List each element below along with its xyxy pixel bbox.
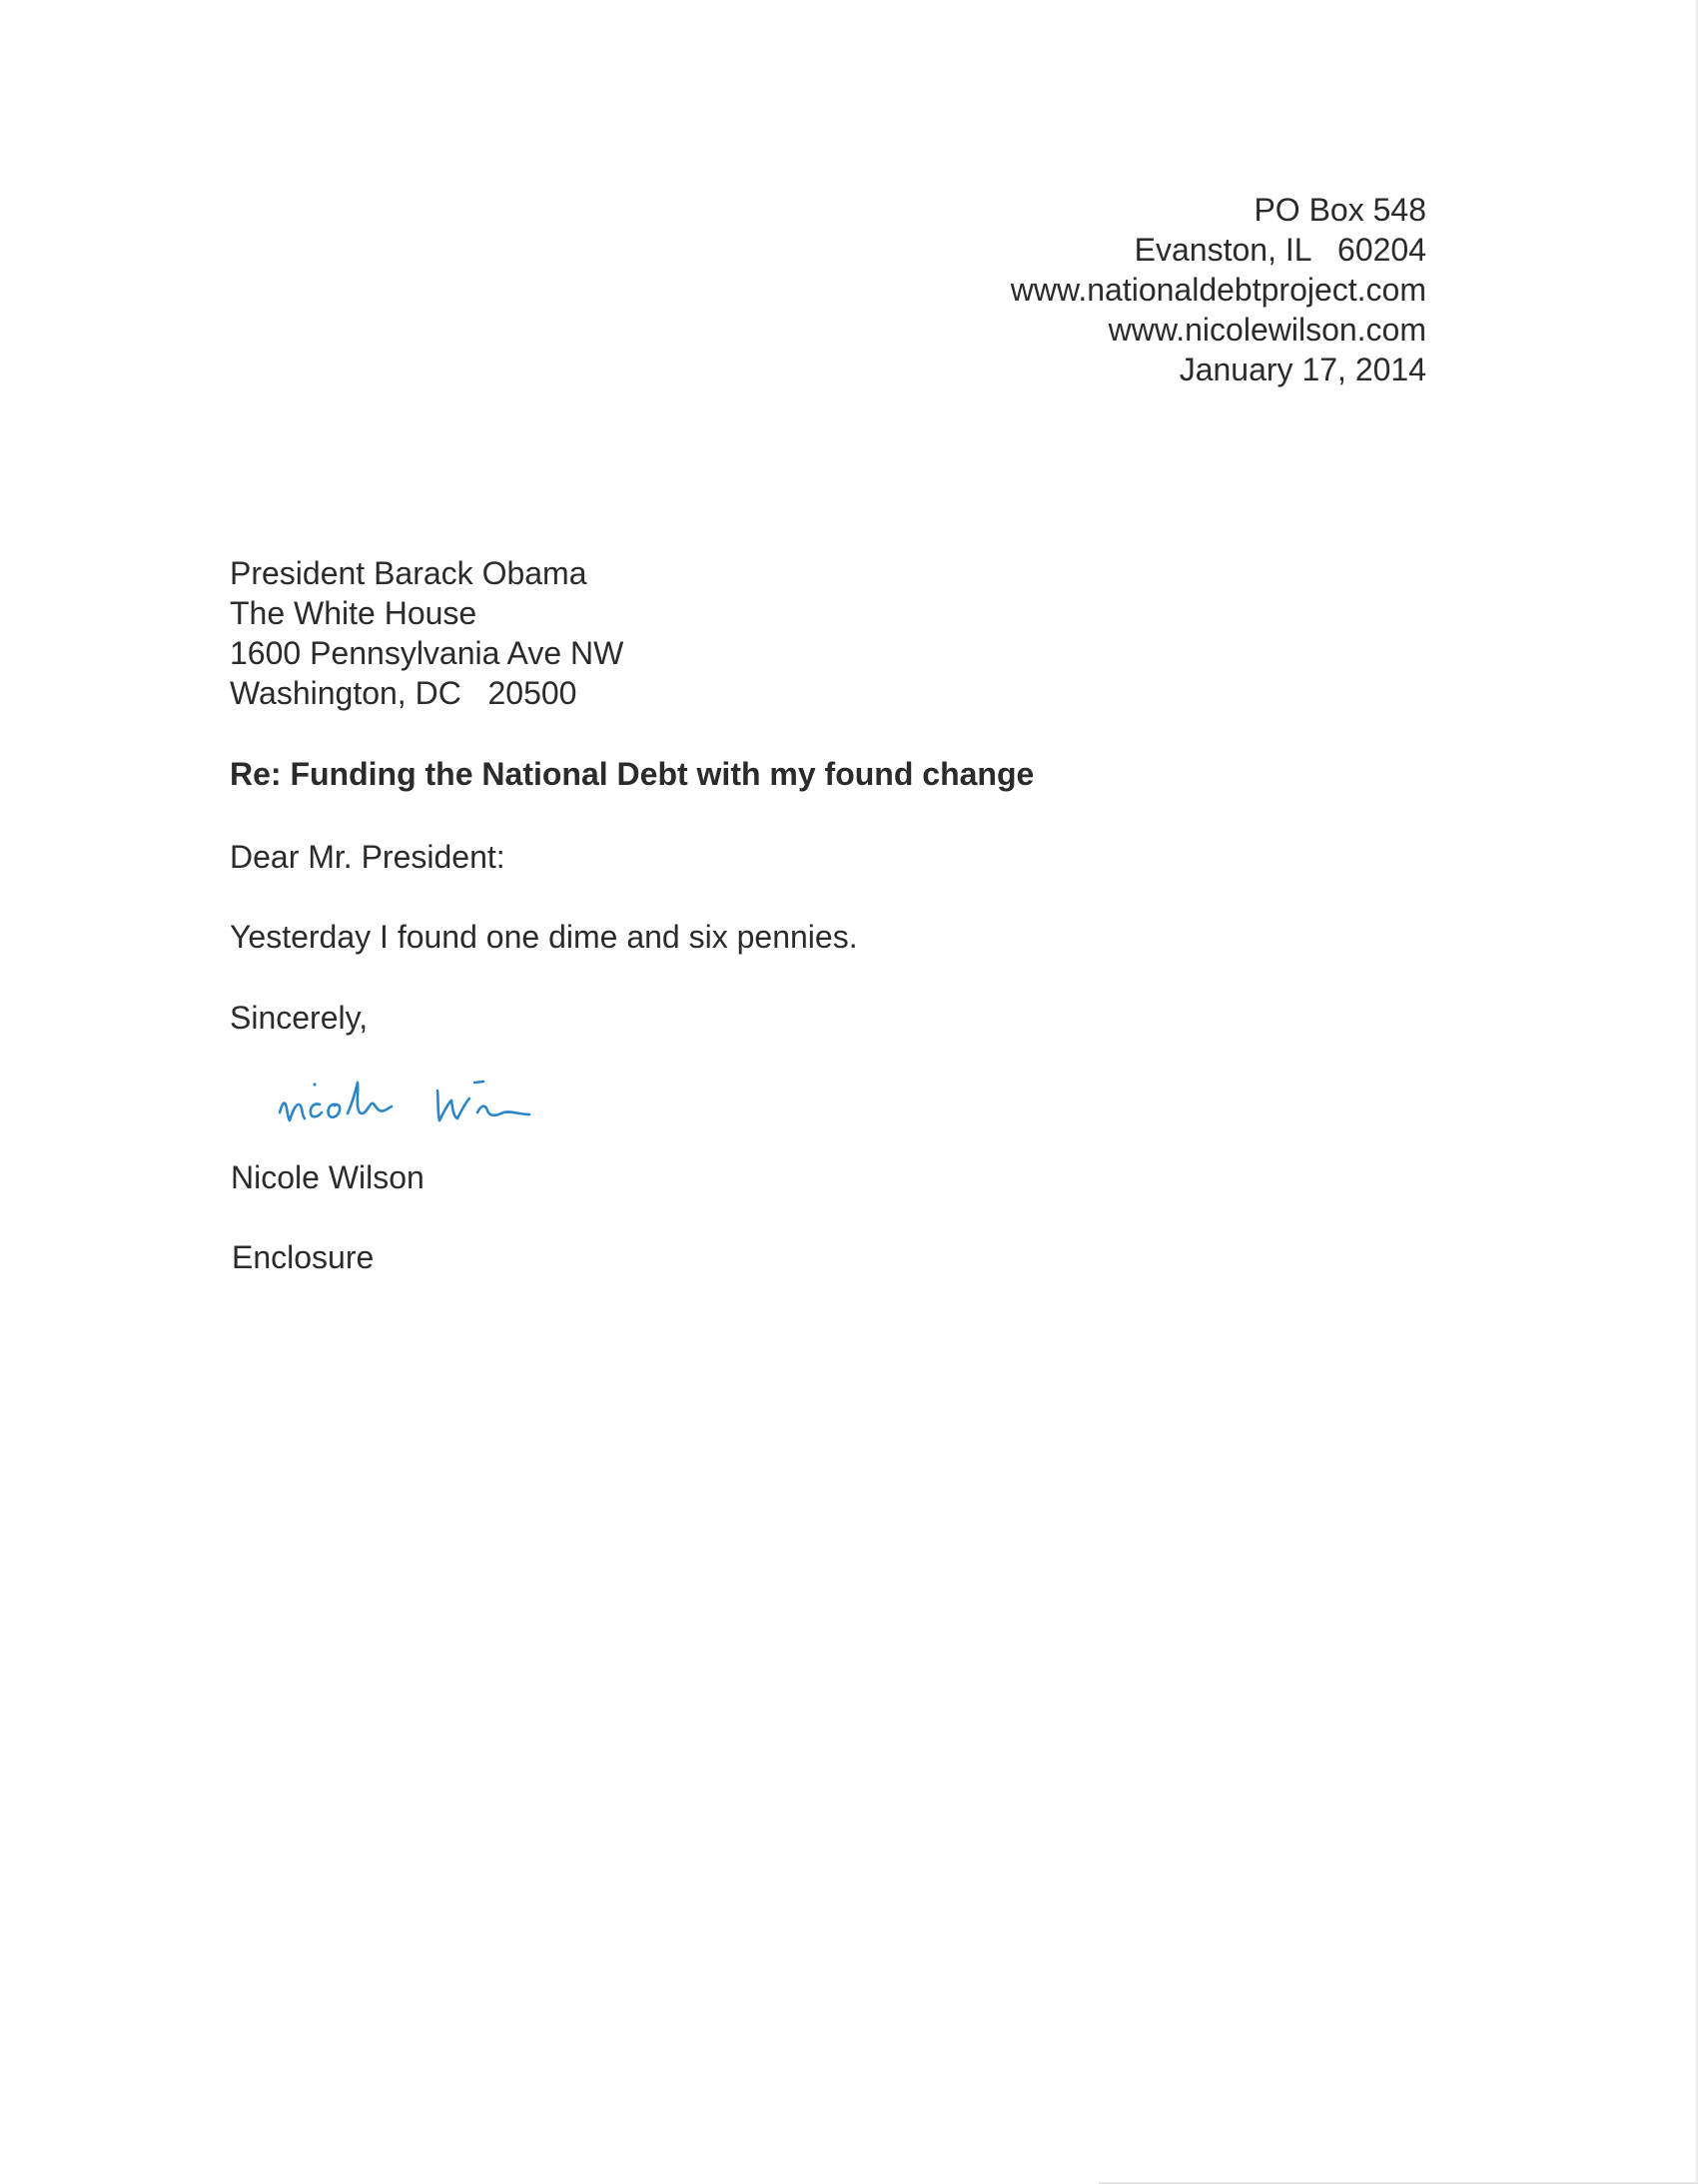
return-address-block [1011, 190, 1426, 389]
recipient-name: President Barack Obama [230, 555, 587, 591]
salutation: Dear Mr. President: [230, 839, 505, 875]
recipient-street: 1600 Pennsylvania Ave NW [230, 635, 624, 671]
return-address-line1: PO Box 548 [1254, 192, 1426, 228]
recipient-city: Washington, DC 20500 [230, 675, 577, 711]
enclosure-notation: Enclosure [232, 1239, 375, 1275]
return-address-website2: www.nicolewilson.com [1108, 312, 1426, 348]
letter-date: January 17, 2014 [1179, 352, 1426, 387]
return-address-website1: www.nationaldebtproject.com [1010, 272, 1426, 308]
closing: Sincerely, [230, 1000, 369, 1036]
subject-line: Re: Funding the National Debt with my found change [230, 756, 1035, 792]
recipient-line2: The White House [230, 595, 477, 631]
letter-body: Yesterday I found one dime and six pennies. [230, 919, 858, 955]
recipient-address-block [230, 553, 623, 713]
signer-name: Nicole Wilson [231, 1159, 424, 1195]
return-address-line2: Evanston, IL 60204 [1134, 232, 1426, 268]
handwritten-signature [268, 1061, 607, 1150]
